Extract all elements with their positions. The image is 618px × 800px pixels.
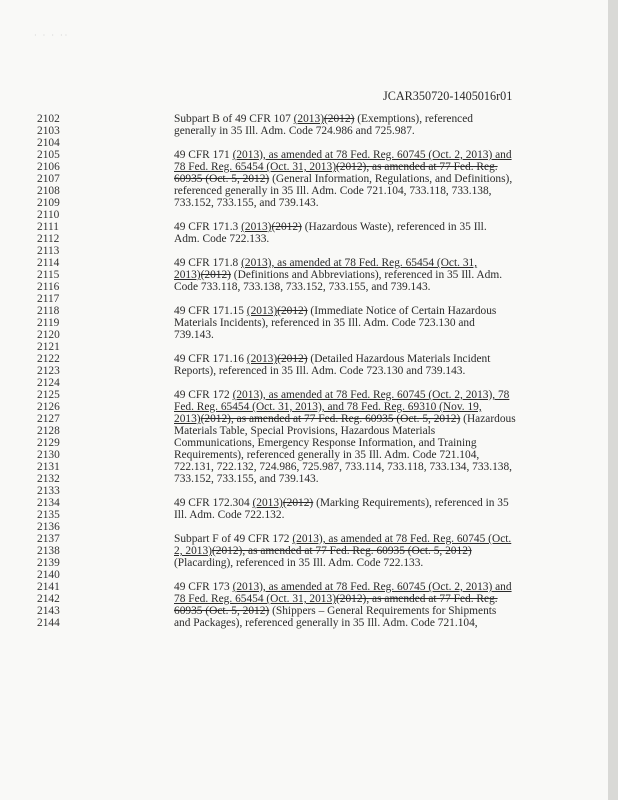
inserted-text: (2013), as amended at 78 Fed. Reg. 60745 (Oct. 2, 2013), 78 [232,389,510,401]
line-number: 2120 [37,329,60,341]
line-number: 2110 [37,209,60,221]
line-number: 2137 [37,533,60,545]
text-line [174,329,540,341]
line-number: 2104 [37,137,60,149]
line-number: 2122 [37,353,60,365]
inserted-text: (2013) [293,113,324,125]
document-id-header: JCAR350720-1405016r01 [383,89,513,103]
text-line [174,257,540,269]
text-line [174,185,540,197]
text-segment: Ill. Adm. Code 722.132. [174,509,285,521]
text-line [174,461,540,473]
reference-entry [174,257,540,293]
reference-entry [174,581,540,629]
text-segment: and Packages), referenced generally in 35 Ill. Adm. Code 721.104, [174,617,478,629]
deleted-text: (2012), as amended at 77 Fed. Reg. 60935 (Oct. 5, 2012) [200,413,461,425]
text-segment: 49 CFR 172 [174,389,233,401]
text-segment: (Marking Requirements), referenced in 35 [313,497,509,509]
line-number: 2108 [37,185,60,197]
line-number: 2105 [37,149,60,161]
line-number: 2118 [37,305,60,317]
text-line [174,605,540,617]
text-line [174,113,540,125]
text-segment: Communications, Emergency Response Information, and Training [174,437,477,449]
inserted-text: (2013) [252,497,283,509]
line-number: 2117 [37,293,60,305]
line-number: 2111 [37,221,59,233]
inserted-text: (2013), as amended at 78 Fed. Reg. 60745 (Oct. 2, 2013) and [232,581,512,593]
text-line [174,497,540,509]
deleted-text: (2012), as amended at 77 Fed. Reg. [335,161,498,173]
text-segment: 733.152, 733.155, and 739.143. [174,197,319,209]
text-segment: 722.131, 722.132, 724.986, 725.987, 733.114, 733.118, 733.134, 733.138, [174,461,513,473]
page-edge [608,0,618,800]
line-number: 2134 [37,497,60,509]
line-number: 2141 [37,581,60,593]
line-number: 2129 [37,437,60,449]
text-segment: Subpart B of 49 CFR 107 [174,113,294,125]
inserted-text: (2013), as amended at 78 Fed. Reg. 60745 (Oct. 2, 2013) and [232,149,512,161]
line-number: 2102 [37,113,60,125]
reference-entry [174,305,540,341]
line-number: 2113 [37,245,60,257]
line-number: 2131 [37,461,60,473]
text-line [174,305,540,317]
text-segment: 49 CFR 172.304 [174,497,253,509]
line-number: 2116 [37,281,60,293]
scan-mark: · · · ·· [34,31,70,40]
line-number: 2135 [37,509,60,521]
line-number: 2130 [37,449,60,461]
text-line [174,173,540,185]
deleted-text: (2012) [324,113,355,125]
text-segment: 49 CFR 171.8 [174,257,242,269]
line-number: 2138 [37,545,60,557]
text-segment: 49 CFR 171.15 [174,305,247,317]
inserted-text: Fed. Reg. 65454 (Oct. 31, 2013), and 78 Fed. Reg. 69310 (Nov. 19, [174,401,482,413]
text-line [174,389,540,401]
deleted-text: 60935 (Oct. 5, 2012) [174,605,270,617]
line-number: 2128 [37,425,60,437]
inserted-text: 2013) [174,413,201,425]
inserted-text: (2013) [246,353,278,365]
text-line [174,365,540,377]
line-number: 2107 [37,173,60,185]
deleted-text: (2012) [277,305,308,317]
line-number: 2127 [37,413,60,425]
text-segment: (Shippers – General Requirements for Shipments [269,605,497,617]
text-line [174,473,540,485]
line-number: 2124 [37,377,60,389]
text-line [174,125,540,137]
line-number: 2103 [37,125,60,137]
text-segment: (Immediate Notice of Certain Hazardous [307,305,497,317]
inserted-text: 78 Fed. Reg. 65454 (Oct. 31, 2013) [174,593,336,605]
line-number: 2121 [37,341,60,353]
line-number: 2140 [37,569,60,581]
reference-entry [174,389,540,485]
line-number: 2114 [37,257,60,269]
line-number: 2142 [37,593,60,605]
reference-entry [174,497,540,521]
reference-entry [174,149,540,209]
line-number-column [37,113,60,629]
inserted-text: 78 Fed. Reg. 65454 (Oct. 31, 2013) [174,161,336,173]
reference-entry [174,113,540,137]
text-line [174,149,540,161]
text-line [174,581,540,593]
line-number: 2106 [37,161,60,173]
text-segment: 49 CFR 171 [174,149,233,161]
text-line [174,281,540,293]
inserted-text: 2013) [174,269,201,281]
deleted-text: (2012) [282,497,314,509]
text-segment: 739.143. [174,329,214,341]
inserted-text: 2, 2013) [174,545,212,557]
reference-entry [174,533,540,569]
text-line [174,437,540,449]
line-number: 2119 [37,317,60,329]
line-number: 2126 [37,401,60,413]
text-segment: Code 733.118, 733.138, 733.152, 733.155, and 739.143. [174,281,431,293]
text-line [174,545,540,557]
inserted-text: (2013), as amended at 78 Fed. Reg. 60745 (Oct. [292,533,512,545]
text-line [174,161,540,173]
text-segment: generally in 35 Ill. Adm. Code 724.986 and 725.987. [174,125,415,137]
inserted-text: (2013), as amended at 78 Fed. Reg. 65454 (Oct. 31, [241,257,478,269]
text-segment: (Definitions and Abbreviations), referenced in 35 Ill. Adm. [230,269,503,281]
line-number: 2123 [37,365,60,377]
text-segment: 49 CFR 171.16 [174,353,247,365]
text-line [174,425,540,437]
document-body [174,113,540,641]
text-segment: Reports), referenced in 35 Ill. Adm. Code 723.130 and 739.143. [174,365,466,377]
line-number: 2136 [37,521,60,533]
line-number: 2143 [37,605,60,617]
text-segment: (General Information, Regulations, and Definitions), [269,173,513,185]
reference-entry [174,353,540,377]
text-line [174,413,540,425]
deleted-text: 60935 (Oct. 5, 2012) [174,173,270,185]
text-segment: (Detailed Hazardous Materials Incident [307,353,491,365]
line-number: 2112 [37,233,60,245]
line-number: 2125 [37,389,60,401]
text-segment: referenced generally in 35 Ill. Adm. Code 721.104, 733.118, 733.138, [174,185,492,197]
text-line [174,593,540,605]
text-line [174,269,540,281]
text-segment: Adm. Code 722.133. [174,233,270,245]
text-segment: 49 CFR 171.3 [174,221,242,233]
text-line [174,197,540,209]
text-line [174,233,540,245]
text-segment: Subpart F of 49 CFR 172 [174,533,293,545]
line-number: 2115 [37,269,60,281]
text-line [174,221,540,233]
text-segment: (Hazardous Waste), referenced in 35 Ill. [301,221,487,233]
text-line [174,533,540,545]
line-number: 2109 [37,197,60,209]
text-segment: Materials Table, Special Provisions, Hazardous Materials [174,425,436,437]
deleted-text: (2012) [271,221,302,233]
text-line [174,449,540,461]
deleted-text: (2012), as amended at 77 Fed. Reg. 60935 (Oct. 5, 2012) [211,545,472,557]
text-line [174,317,540,329]
inserted-text: (2013) [246,305,278,317]
text-line [174,509,540,521]
text-segment: 733.152, 733.155, and 739.143. [174,473,319,485]
text-segment: Materials Incidents), referenced in 35 Ill. Adm. Code 723.130 and [174,317,475,329]
deleted-text: (2012) [200,269,231,281]
text-segment: Requirements), referenced generally in 35 Ill. Adm. Code 721.104, [174,449,480,461]
line-number: 2139 [37,557,60,569]
line-number: 2132 [37,473,60,485]
text-line [174,617,540,629]
line-number: 2144 [37,617,60,629]
text-line [174,353,540,365]
inserted-text: (2013) [241,221,272,233]
text-segment: (Placarding), referenced in 35 Ill. Adm. Code 722.133. [174,557,424,569]
reference-entry [174,221,540,245]
text-segment: (Hazardous [460,413,516,425]
line-number: 2133 [37,485,60,497]
text-line [174,401,540,413]
deleted-text: (2012) [277,353,308,365]
text-line [174,557,540,569]
deleted-text: (2012), as amended at 77 Fed. Reg. [335,593,498,605]
text-segment: (Exemptions), referenced [354,113,473,125]
text-segment: 49 CFR 173 [174,581,233,593]
